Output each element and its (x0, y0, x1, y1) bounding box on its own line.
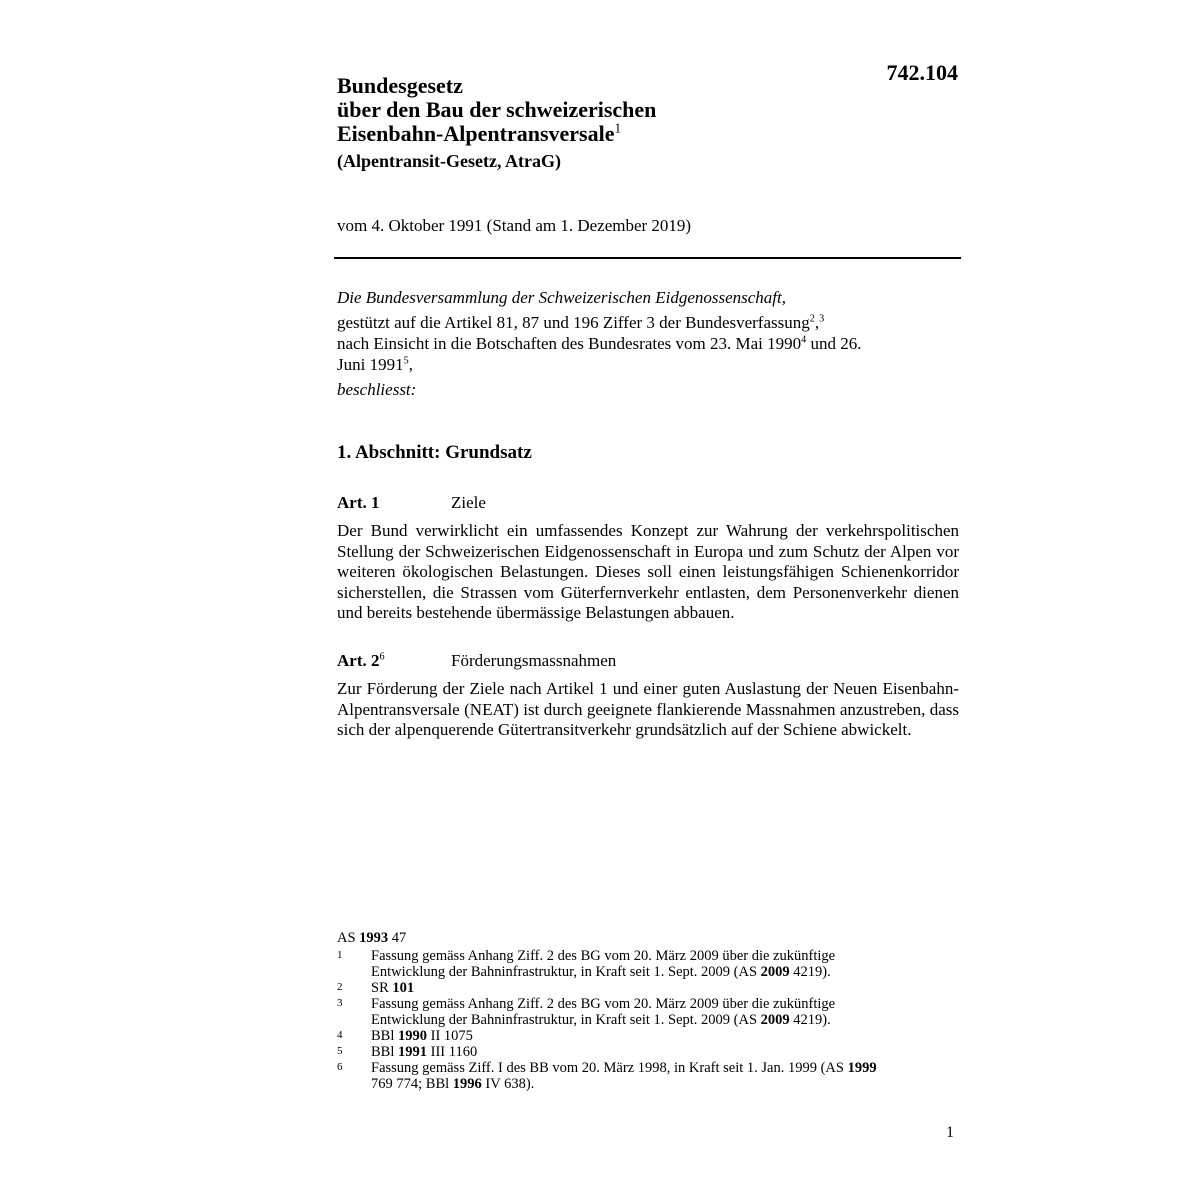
as-prefix: AS (337, 930, 360, 946)
article-body: Der Bund verwirklicht ein umfassendes Konzept zur Wahrung der verkehrspolitischen Stellung der Schweizerischen Eidgenossenschaft in Europa und zum Schutz der Alpen vor weiteren ökologischen Belastungen. Dieses soll einen leistungsfähigen Schienenkorridor sicherstellen, die Strassen vom Güterfernverkehr entlasten, dem Personenverkehr dienen und bereits bestehende übermässige Belastungen abbauen. (337, 521, 959, 622)
footnote-item (337, 980, 897, 996)
footnote-bold-year: 1990 (398, 1028, 427, 1044)
footnote-text-part: 769 774; BBl (371, 1076, 453, 1092)
article-title: Förderungsmassnahmen (451, 651, 617, 670)
article-1 (337, 492, 959, 624)
law-short-title: (Alpentransit-Gesetz, AtraG) (337, 151, 561, 171)
official-collection-reference (337, 930, 897, 946)
page-number: 1 (946, 1124, 954, 1141)
footnote-text (371, 948, 897, 980)
footnote-bold-year: 2009 (760, 1012, 790, 1028)
article-number (337, 650, 451, 671)
insight-text-c: , (408, 355, 413, 374)
preamble (337, 287, 961, 400)
resolves: beschliesst: (337, 380, 417, 399)
title-line-3-text: Eisenbahn-Alpentransversale (337, 121, 615, 146)
footnote-text (371, 1060, 897, 1092)
footnote-text-part: BBl (371, 1044, 398, 1060)
article-title: Ziele (451, 493, 486, 512)
footnote-text-part: Fassung gemäss Ziff. I des BB vom 20. März 1998, in Kraft seit 1. Jan. 1999 (AS (371, 1060, 848, 1076)
title-footnote-ref[interactable]: 1 (614, 120, 622, 136)
insight-text-a: nach Einsicht in die Botschaften des Bundesrates vom 23. Mai 1990 (337, 334, 802, 353)
article-heading (337, 492, 959, 513)
footnote-ref-2[interactable]: 2 (809, 313, 815, 325)
article-2 (337, 650, 959, 741)
footnote-ref-separator: , (814, 313, 820, 332)
insight-clause (337, 333, 877, 375)
footnote-ref-3[interactable]: 3 (819, 313, 825, 325)
footnote-number: 3 (337, 997, 343, 1009)
footnote-number: 1 (337, 949, 343, 961)
footnote-text (371, 1028, 897, 1044)
enactment-date: vom 4. Oktober 1991 (Stand am 1. Dezember 2019) (337, 216, 692, 235)
footnote-item (337, 1028, 897, 1044)
footnote-text-part: Fassung gemäss Anhang Ziff. 2 des BG vom 20. März 2009 über die zukünftige Entwicklung der Bahninfrastruktur, in Kraft seit 1. Sept. 2009 (AS (371, 996, 836, 1028)
footnote-text-part: BBl (371, 1028, 398, 1044)
footnote-number: 5 (337, 1045, 343, 1057)
footnote-text-part: SR (371, 980, 393, 996)
article-footnote-ref[interactable]: 6 (379, 651, 385, 663)
article-number (337, 492, 451, 513)
footnote-item (337, 1060, 897, 1092)
law-title (337, 74, 857, 172)
footnote-text-part: Fassung gemäss Anhang Ziff. 2 des BG vom 20. März 2009 über die zukünftige Entwicklung der Bahninfrastruktur, in Kraft seit 1. Sept. 2009 (AS (371, 948, 836, 980)
article-number-text: Art. 2 (337, 651, 380, 670)
footnotes (337, 930, 897, 1092)
article-heading (337, 650, 959, 671)
footnote-text-part: IV 638). (481, 1076, 535, 1092)
article-number-text: Art. 1 (337, 493, 380, 512)
footnote-text (371, 996, 897, 1028)
footnote-number: 6 (337, 1061, 343, 1073)
enacting-body: Die Bundesversammlung der Schweizerischen Eidgenossenschaft, (337, 288, 786, 307)
as-page: 47 (388, 930, 407, 946)
footnote-item (337, 996, 897, 1028)
footnote-text-part: II 1075 (427, 1028, 473, 1044)
footnote-item (337, 948, 897, 980)
title-line-3 (337, 122, 857, 146)
footnote-text (371, 1044, 897, 1060)
footnote-text-part: 4219). (789, 964, 831, 980)
footnote-bold-year: 101 (392, 980, 415, 996)
footnote-number: 2 (337, 981, 343, 993)
legal-basis-text: gestützt auf die Artikel 81, 87 und 196 Ziffer 3 der Bundesverfassung (337, 313, 810, 332)
footnote-bold-year: 1991 (398, 1044, 427, 1060)
header-divider (334, 257, 961, 259)
footnote-ref-4[interactable]: 4 (801, 334, 807, 346)
as-year: 1993 (359, 930, 389, 946)
title-line-1: Bundesgesetz (337, 73, 463, 98)
footnote-number: 4 (337, 1029, 343, 1041)
footnote-bold-year: 1999 (847, 1060, 877, 1076)
footnote-ref-5[interactable]: 5 (403, 355, 409, 367)
title-line-2: über den Bau der schweizerischen (337, 97, 657, 122)
footnote-text-part: III 1160 (427, 1044, 478, 1060)
footnote-item (337, 1044, 897, 1060)
sr-number: 742.104 (886, 60, 958, 85)
footnote-bold-year: 2009 (760, 964, 790, 980)
article-body: Zur Förderung der Ziele nach Artikel 1 und einer guten Auslastung der Neuen Eisenbahn-Alpentransversale (NEAT) ist durch geeignete flankierende Massnahmen anzustreben, dass sich der alpenquerende Gütertransitverkehr grundsätzlich auf der Schiene abwickelt. (337, 679, 959, 739)
footnote-text-part: 4219). (789, 1012, 831, 1028)
legal-basis (337, 312, 961, 333)
footnote-list (337, 948, 897, 1092)
insight-text-b: und 26. Juni 1991 (337, 334, 862, 374)
section-title: 1. Abschnitt: Grundsatz (337, 442, 532, 463)
footnote-bold-year: 1996 (452, 1076, 482, 1092)
footnote-text (371, 980, 897, 996)
